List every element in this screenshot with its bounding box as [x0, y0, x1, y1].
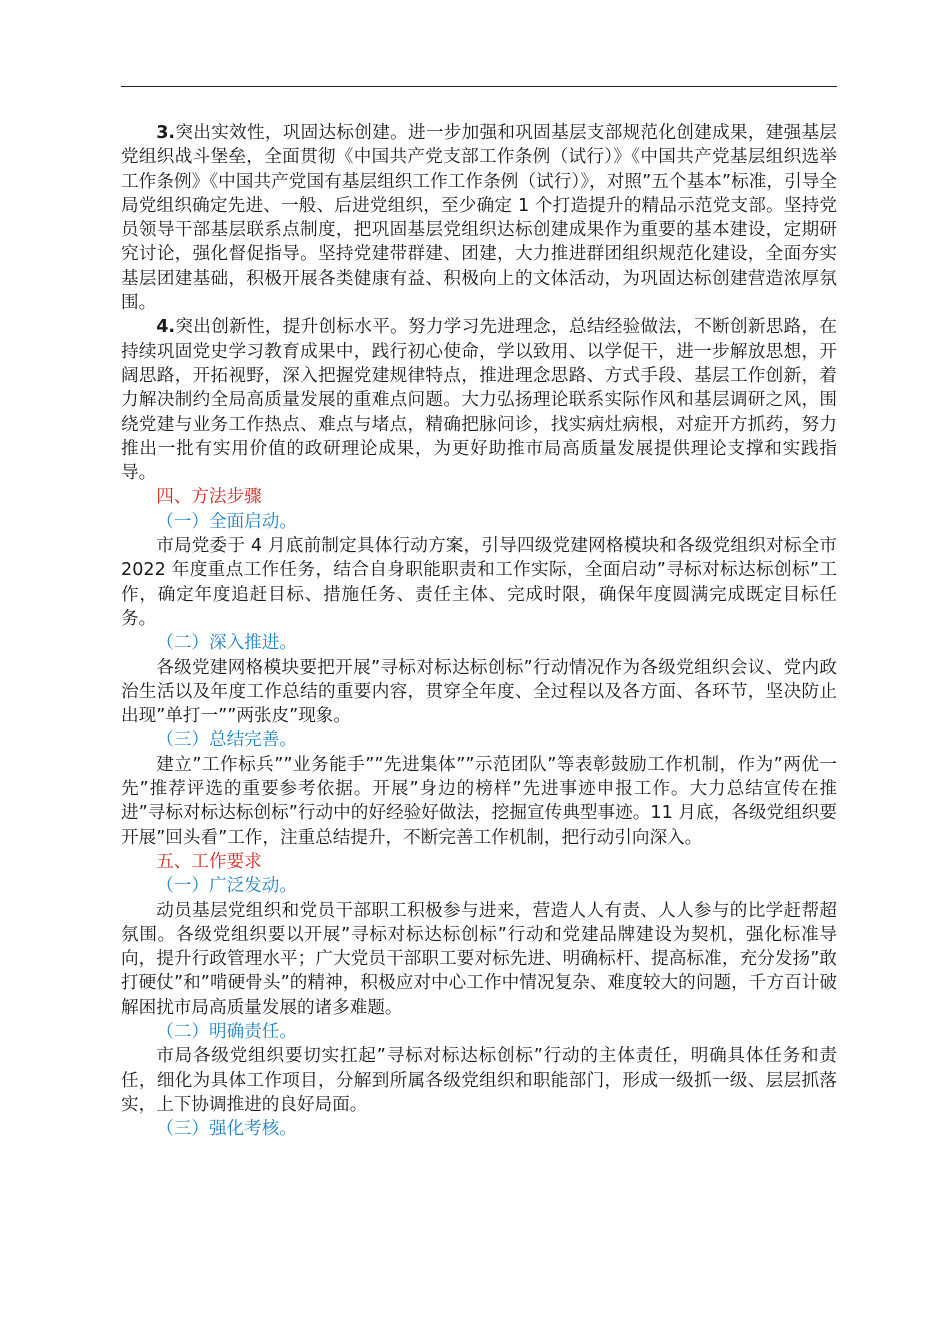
header-rule: [121, 86, 837, 87]
subheading-responsibility: （二）明确责任。: [156, 1021, 297, 1042]
paragraph-summary: 建立”工作标兵””业务能手””先进集体””示范团队”等表彰鼓励工作机制，作为”两优一先”推荐评选的重要参考依据。开展”身边的榜样”先进事迹申报工作。大力总结宣传在推进”寻标对标达标创标”行动中的好经验好做法，挖掘宣传典型事迹。11 月底，各级党组织要开展”回头看”工作，注重总结提升，不断完善工作机制，把行动引向深入。: [121, 754, 837, 848]
paragraph-mobilize: 动员基层党组织和党员干部职工积极参与进来，营造人人有责、人人参与的比学赶帮超氛围。各级党组织要以开展”寻标对标达标创标”行动和党建品牌建设为契机，强化标准导向，提升行政管理水平；广大党员干部职工要对标先进、明确标杆、提高标准，充分发扬”敢打硬仗”和”啃硬骨头”的精神，积极应对中心工作中情况复杂、难度较大的问题，千方百计破解困扰市局高质量发展的诸多难题。: [121, 900, 837, 1018]
paragraph-text: 突出创新性，提升创标水平。努力学习先进理念，总结经验做法，不断创新思路，在持续巩固党史学习教育成果中，践行初心使命，学以致用、以学促干，进一步解放思想，开阔思路，开拓视野，深入把握党建规律特点，推进理念思路、方式手段、基层工作创新，着力解决制约全局高质量发展的重难点问题。大力弘扬理论联系实际作风和基层调研之风，围绕党建与业务工作热点、难点与堵点，精确把脉问诊，找实病灶病根，对症开方抓药，努力推出一批有实用价值的政研理论成果，为更好助推市局高质量发展提供理论支撑和实践指导。: [121, 317, 837, 484]
paragraph-number: 4.: [156, 317, 176, 338]
section-heading-methods: 四、方法步骤: [156, 487, 262, 508]
subheading-assessment: （三）强化考核。: [156, 1119, 297, 1140]
subheading-advance: （二）深入推进。: [156, 633, 297, 654]
subheading-mobilize: （一）广泛发动。: [156, 876, 297, 897]
paragraph-number: 3.: [156, 123, 176, 143]
paragraph-responsibility: 市局各级党组织要切实扛起”寻标对标达标创标”行动的主体责任，明确具体任务和责任，细化为具体工作项目，分解到所属各级党组织和职能部门，形成一级抓一级、层层抓落实，上下协调推进的良好局面。: [121, 1046, 837, 1115]
paragraph-4: [121, 315, 837, 485]
paragraph-text: 突出实效性，巩固达标创建。进一步加强和巩固基层支部规范化创建成果，建强基层党组织战斗堡垒，全面贯彻《中国共产党支部工作条例（试行）》《中国共产党基层组织选举工作条例》《中国共产党国有基层组织工作工作条例（试行）》，对照”五个基本”标准，引导全局党组织确定先进、一般、后进党组织，至少确定 1 个打造提升的精品示范党支部。坚持党员领导干部基层联系点制度，把巩固基层党组织达标创建成果作为重要的基本建设，定期研究讨论，强化督促指导。坚持党建带群建、团建，大力推进群团组织规范化建设，全面夯实基层团建基础，积极开展各类健康有益、积极向上的文体活动，为巩固达标创建营造浓厚氛围。: [121, 123, 837, 314]
section-heading-requirements: 五、工作要求: [156, 851, 262, 872]
subheading-summary: （三）总结完善。: [156, 730, 297, 751]
document-body: [121, 121, 837, 1141]
paragraph-launch: 市局党委于 4 月底前制定具体行动方案，引导四级党建网格模块和各级党组织对标全市 2022 年度重点工作任务，结合自身职能职责和工作实际，全面启动”寻标对标达标创标”工作，确定年度追赶目标、措施任务、责任主体、完成时限，确保年度圆满完成既定目标任务。: [121, 536, 837, 629]
paragraph-3: [121, 121, 837, 315]
subheading-launch: （一）全面启动。: [156, 511, 297, 532]
paragraph-advance: 各级党建网格模块要把开展”寻标对标达标创标”行动情况作为各级党组织会议、党内政治生活以及年度工作总结的重要内容，贯穿全年度、全过程以及各方面、各环节，坚决防止出现”单打一””两张皮”现象。: [121, 657, 837, 727]
